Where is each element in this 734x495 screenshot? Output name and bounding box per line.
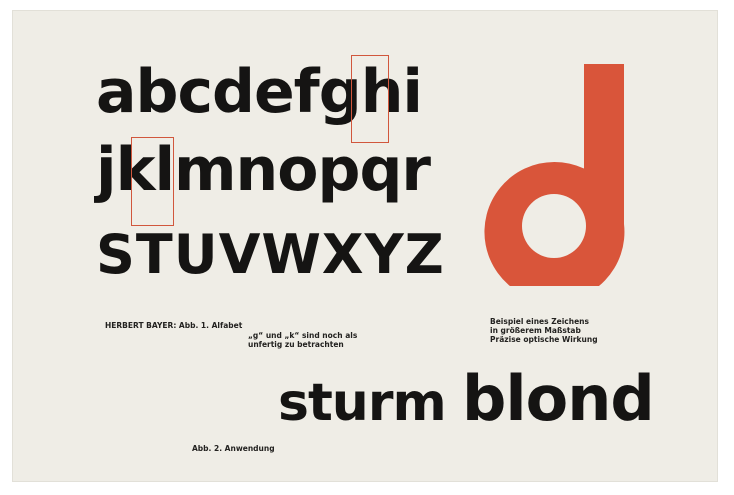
- caption-note-line-2: unfertig zu betrachten: [248, 340, 344, 349]
- highlight-box-k: [131, 137, 174, 226]
- caption-example-line-1: Beispiel eines Zeichens: [490, 317, 589, 326]
- caption-author: HERBERT BAYER: Abb. 1. Alfabet: [105, 321, 243, 330]
- application-word-sturm: sturm: [278, 373, 446, 433]
- caption-example-line-3: Präzise optische Wirkung: [490, 335, 598, 344]
- application-word-blond: blond: [462, 362, 654, 435]
- poster-sheet: [12, 10, 718, 482]
- highlight-box-g: [351, 55, 389, 143]
- large-letter-d-shape: [484, 64, 624, 286]
- caption-application: Abb. 2. Anwendung: [192, 444, 275, 453]
- large-letter-d-icon: [474, 64, 634, 286]
- alphabet-row-1: abcdefghi: [96, 57, 422, 127]
- alphabet-row-2: jklmnopqr: [96, 135, 430, 205]
- alphabet-row-3: STUVWXYZ: [96, 223, 445, 286]
- caption-note-line-1: „g“ und „k“ sind noch als: [248, 331, 358, 340]
- caption-example-line-2: in größerem Maßstab: [490, 326, 581, 335]
